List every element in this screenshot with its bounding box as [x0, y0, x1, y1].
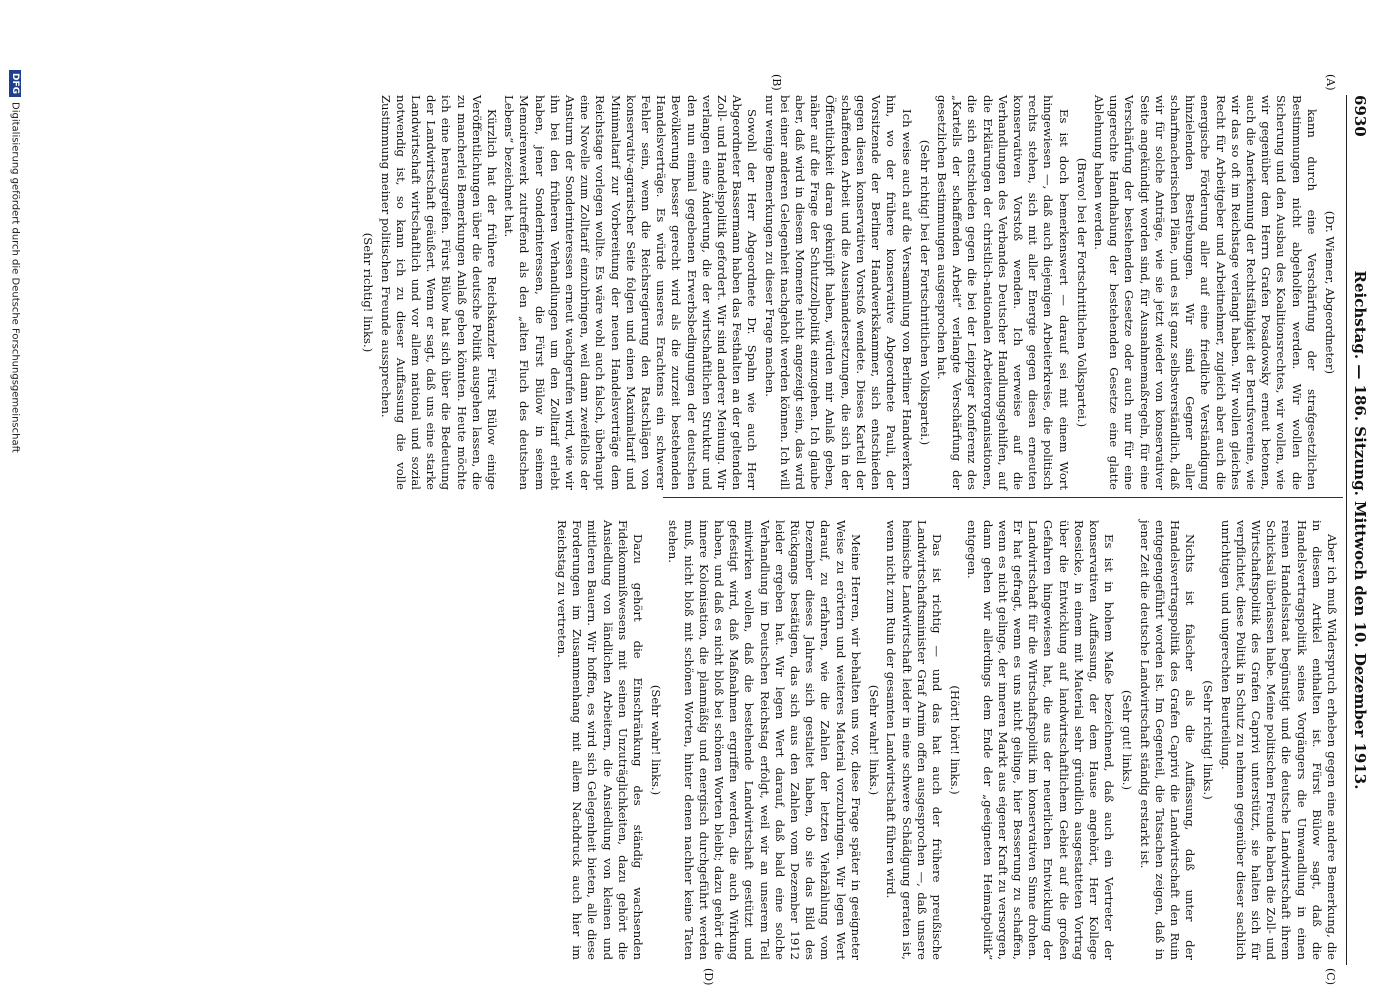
footer-text: Digitalisierung gefördert durch die Deutsche Forschungsgemeinschaft [9, 102, 21, 453]
margin-marker-d: (D) [702, 968, 715, 986]
paragraph: Es ist doch bemerkenswert — darauf sei mit einem Wort hingewiesen —, daß auch diejenigen Arbeiterkreise, die politisch rechts stehen, sich mit aller Energie gegen diesen erneuten konservativen Vorstoß wenden. Ich verweise auf die Verhandlungen des Verbandes Deutscher Handlungsgehilfen, auf die Erklärungen der christlich-nationalen Arbeiterorganisationen, die sich entschieden gegen die bei der Leipziger Konferenz des „Kartells der schaffenden Arbeit“ verlangte Verschärfung der gesetzlichen Bestimmungen ausgesprochen hat. [934, 95, 1071, 490]
paragraph: kann durch eine Verschärfung der strafgesetzlichen Bestimmungen nicht abgeholfen werden. Wir wollen die Sicherung und den Ausbau des Koalitionsrechtes, wir wollen, wie wir gegenüber dem Herrn Grafen Posadowsky erneut betonen, auch die Anerkennung der Rechtsfähigkeit der Berufsvereine, wie wir das so oft im Reichstage verlangt haben. Wir wollen gleiches Recht für Arbeitgeber und Arbeitnehmer, zugleich aber auch die energische Förderung aller auf eine friedliche Verständigung hinzielenden Bestrebungen. Wir sind Gegner aller scharfmacherischen Pläne, und es ist ganz selbstverständlich, daß wir für solche Anträge, wie sie jetzt wieder von konservativer Seite angekündigt worden sind, für Ausnahmemaßregeln, für eine Verschärfung der bestehenden Gesetze oder auch nur für eine ungerechte Handhabung der bestehenden Gesetze eine glatte Ablehnung haben werden. [1091, 95, 1319, 490]
interjection: (Sehr gut! links.) [1120, 690, 1135, 790]
paragraph: Das ist richtig — und das hat auch der frühere preußische Landwirtschaftsminister Graf Arnim offen ausgesprochen —, daß unsere heimische Landwirtschaft leider in eine schwere Schädigung geraten ist, wenn nicht zum Ruin der gesamten Landwirtschaft führen wird. [884, 520, 944, 960]
page-header [1346, 95, 1375, 965]
paragraph: Dazu gehört die Einschränkung des ständig wachsenden Fideikommißwesens mit seinen Unzuträglichkeiten, dazu gehört die Ansiedlung von ländlichen Arbeitern, die Ansiedlung von kleinen und mittleren Bauern. Wir hoffen, es wird sich Gelegenheit bieten, alle diese Forderungen im Zusammenhang mit allem Nachdruck auch hier im Reichstag zu vertreten. [555, 520, 646, 960]
text-column-left [361, 95, 1339, 490]
text-column-right [555, 520, 1339, 960]
interjection: (Sehr richtig! links.) [1201, 680, 1216, 800]
digitization-footer [5, 70, 21, 1000]
interjection: (Sehr richtig! links.) [361, 232, 376, 353]
page-title: Reichstag. — 186. Sitzung. Mittwoch den 10. Dezember 1913. [1351, 270, 1369, 790]
dfg-logo: DFG [9, 70, 21, 97]
paragraph: Es ist in hohem Maße bezeichnend, daß auch ein Vertreter der konservativen Auffassung, der dem Hause angehört, Herr Kollege Roesicke, in einem mit Material sehr gründlich ausgestatteten Vortrag über die Entwicklung auf landwirtschaftlichem Gebiet auf die großen Gefahren hingewiesen hat, die aus der neuerlichen Entwicklung der Landwirtschaft für die Wirtschaftspolitik im konservativen Sinne drohen. Er hat gefragt, wenn es uns nicht gelinge, hier Besserung zu schaffen, wenn es nicht gelinge, der inneren Markt aus eigener Kraft zu versorgen, dann gehen wir allerdings dem Ende der „geeigneten Heimatpolitik“ entgegen. [965, 520, 1117, 960]
column-divider [663, 497, 1343, 498]
paragraph: Nichts ist falscher als die Auffassung, daß unter der Handelsvertragspolitik des Grafen Caprivi die Landwirtschaft den Ruin entgegengeführt worden ist. Im Gegenteil, die Tatsachen zeigen, daß in jener Zeit die deutsche Landwirtschaft ständig erstarkt ist. [1137, 520, 1198, 960]
paragraph: Kürzlich hat der frühere Reichskanzler Fürst Bülow einige Veröffentlichungen über die deutsche Politik ausgehen lassen, die zu mancherlei Bemerkungen Anlaß geben könnten. Heute möchte ich eine herausgreifen. Fürst Bülow hat sich über die Bedeutung der Landwirtschaft geäußert. Wenn er sagt, daß uns eine starke Landwirtschaft wirtschaftlich und vor allem national und sozial notwendig ist, so kann ich zu dieser Auffassung die volle Zustimmung meiner politischen Freunde aussprechen. [378, 95, 500, 490]
interjection: (Bravo! bei der Fortschrittlichen Volkspartei.) [1074, 157, 1089, 428]
interjection: (Hört! hört! links.) [948, 685, 963, 795]
interjection: (Sehr richtig! bei der Fortschrittlichen Volkspartei.) [917, 139, 932, 446]
margin-marker-c: (C) [1324, 968, 1337, 985]
margin-marker-a: (A) [1324, 74, 1337, 91]
interjection: (Sehr wahr! links.) [867, 684, 882, 796]
paragraph: Meine Herren, wir behalten uns vor, diese Frage später in geeigneter Weise zu erörtern und weiteres Material vorzubringen. Wir legen Wert darauf, zu erfahren, wie die Zahlen der letzten Viehzählung vom Dezember dieses Jahres sich gestaltet haben, ob sie das Bild des Rückgangs bestätigen, das sich aus den Zahlen vom Dezember 1912 leider ergeben hat. Wir legen Wert darauf, daß bald eine solche Verhandlung im Deutschen Reichstag erfolgt, weil wir an unserem Teil mitwirken wollen, daß die bestehende Landwirtschaft gestützt und gefestigt wird, daß Maßnahmen ergriffen werden, die auch Wirkung haben, und daß es nicht bloß bei schönen Worten bleibt; dazu gehört die innere Kolonisation, die planmäßig und energisch durchgeführt werden muß, nicht bloß mit schönen Worten, hinter denen nachher keine Taten stehen. [666, 520, 863, 960]
paragraph: Ich weise auch auf die Versammlung von Berliner Handwerkern hin, wo der frühere konservative Abgeordnete Pauli, der Vorsitzende der Berliner Handwerkskammer, sich entschieden gegen diesen konservativen Vorstoß wendete. Dieses Kartell der schaffenden Arbeit und die Auseinandersetzungen, die sich in der Öffentlichkeit daran geknüpft haben, würden mir Anlaß geben, näher auf die Frage der Schutzzollpolitik einzugehen. Ich glaube aber, daß wird in diesem Momente nicht angezeigt sein, das wird bei einer anderen Gelegenheit nachgeholt werden können. Ich will nur wenige Bemerkungen zu dieser Frage machen. [762, 95, 914, 490]
paragraph: Sowohl der Herr Abgeordnete Dr. Spahn wie auch Herr Abgeordneter Bassermann haben das Festhalten an der geltenden Zoll- und Handelspolitik gefordert. Wir sind anderer Meinung. Wir verlangen eine Änderung, die der wirtschaftlichen Struktur und den nun einmal gegebenen Erwerbsbedingungen der deutschen Bevölkerung besser gerecht wird als die zurzeit bestehenden Handelsverträge. Es würde unseres Erachtens ein schwerer Fehler sein, wenn die Reichsregierung den Ratschlägen von konservativ-agrarischer Seite folgen und einen Maximaltarif und Minimaltarif zur Vorbereitung der neuen Handelsverträge dem Reichstage vorlegen wollte. Es wäre wohl auch falsch, überhaupt eine Novelle zum Zolltarif einzubringen, weil dann zweifellos der Ansturm der Sonderinteressen erneut wachgerufen wird, wie wir ihn bei den früheren Verhandlungen um den Zolltarif erlebt haben, jener Sonderinteressen, die Fürst Bülow in seinem Memoirenwerk zutreffend als den „alten Fluch des deutschen Lebens“ bezeichnet hat. [502, 95, 760, 490]
interjection: (Sehr wahr! links.) [649, 684, 664, 796]
margin-marker-b: (B) [770, 74, 783, 91]
page-number: 6930 [1351, 95, 1369, 137]
paragraph: Aber ich muß Widerspruch erheben gegen eine andere Bemerkung, die in diesem Artikel enthalten ist. Fürst Bülow sagt, daß die Handelsvertragspolitik seines Vorgängers die Umwandlung in einen reinen Handelsstaat begünstigt und die deutsche Landwirtschaft ihrem Schicksal überlassen habe. Meine politischen Freunde haben die Zoll- und Wirtschaftspolitik des Grafen Caprivi unterstützt, sie halten sich für verpflichtet, diese Politik in Schutz zu nehmen gegenüber dieser sachlich unrichtigen und ungerechten Beurteilung. [1218, 520, 1339, 960]
speaker-line: (Dr. Wiemer, Abgeordneter) [1323, 210, 1337, 375]
